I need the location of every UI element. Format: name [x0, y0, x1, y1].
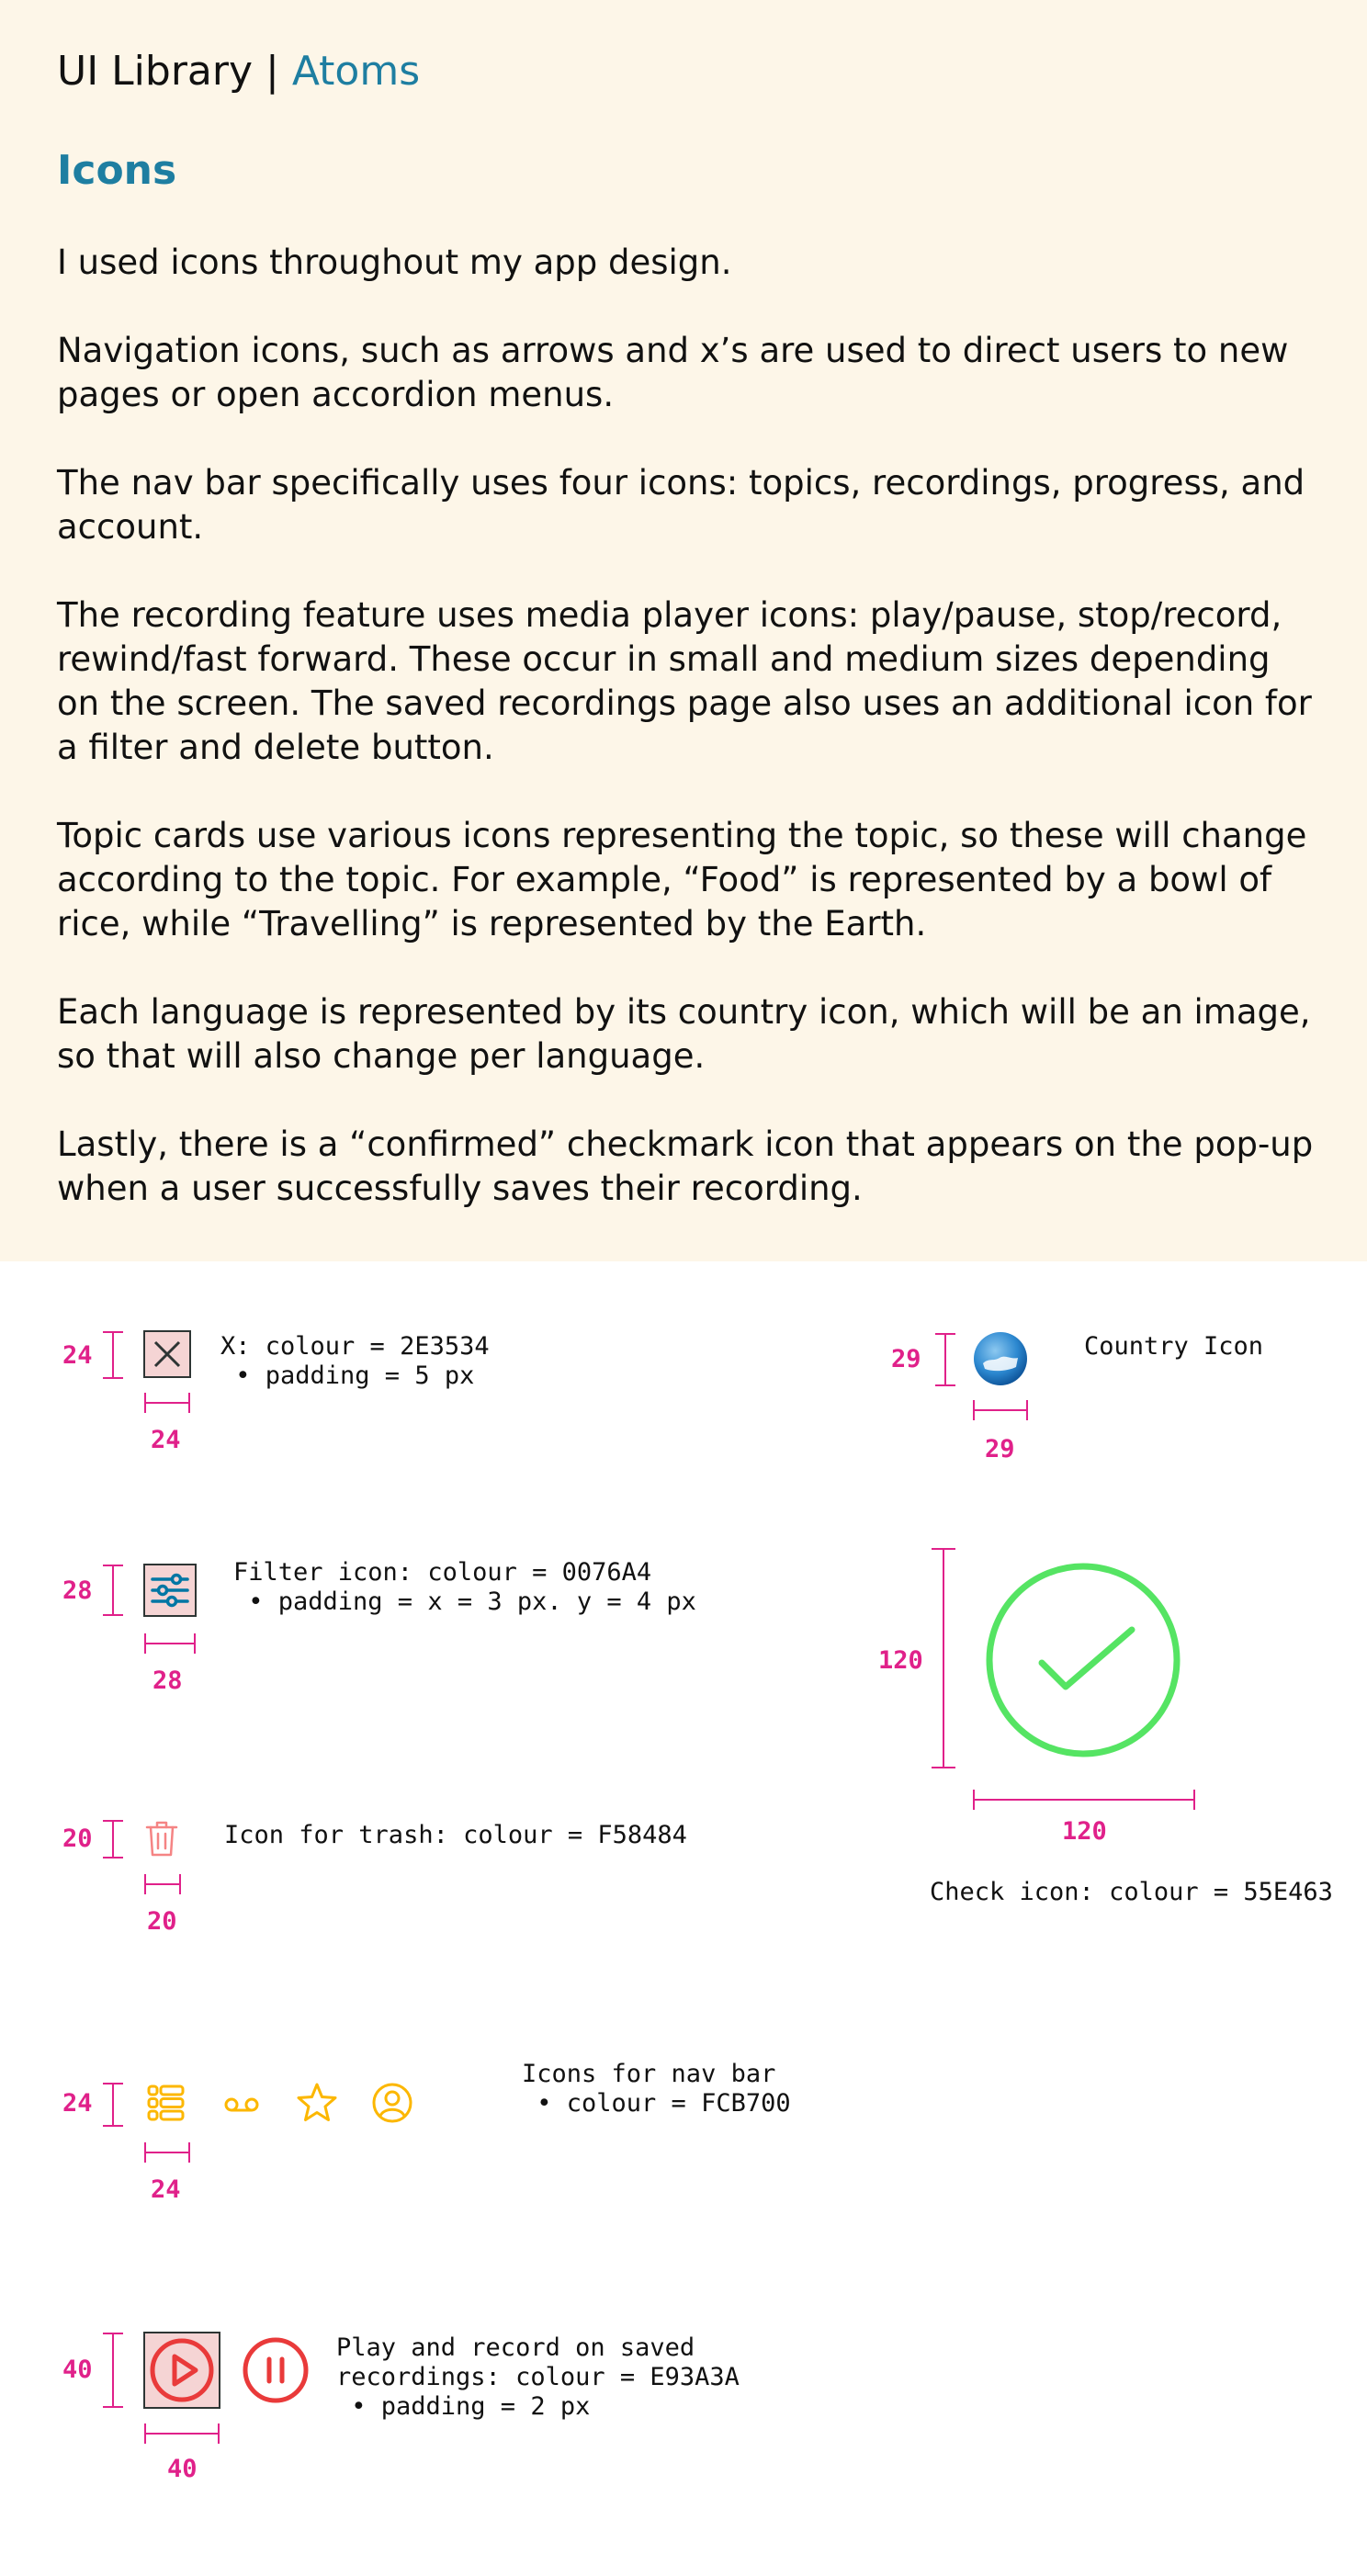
- height-dimension: 24: [62, 1341, 93, 1370]
- width-measure-line: [143, 2420, 220, 2447]
- height-dimension: 20: [62, 1825, 93, 1853]
- country-icon-label: Country Icon: [1084, 1332, 1264, 1361]
- page-title: [57, 48, 420, 95]
- width-dimension: 24: [151, 1426, 181, 1454]
- width-dimension: 29: [985, 1435, 1015, 1463]
- height-measure-line: [99, 1330, 127, 1380]
- intro-paragraph: Each language is represented by its country icon, which will be an image, so that will also change per language.: [57, 992, 1311, 1076]
- intro-paragraph: The recording feature uses media player icons: play/pause, stop/record, rewind/fast forward. These occur in small and medium sizes depending on the screen. The saved recordings page also uses an additional icon for a filter and delete button.: [57, 595, 1312, 767]
- filter-icon-label: Filter icon: colour = 0076A4 • padding = x = 3 px. y = 4 px: [233, 1558, 696, 1616]
- title-prefix: UI Library |: [57, 48, 292, 95]
- height-measure-line: [99, 2332, 127, 2409]
- height-dimension: 28: [62, 1576, 93, 1605]
- width-measure-line: [143, 1870, 182, 1898]
- width-measure-line: [143, 1389, 191, 1417]
- account-icon: [371, 2082, 413, 2124]
- globe-icon: [972, 1330, 1029, 1387]
- height-measure-line: [99, 1819, 127, 1859]
- width-dimension: 28: [153, 1666, 183, 1695]
- intro-paragraph: I used icons throughout my app design.: [57, 243, 732, 282]
- play-icon: [143, 2332, 220, 2409]
- height-measure-line: [930, 1547, 957, 1769]
- width-dimension: 24: [151, 2175, 181, 2204]
- progress-star-icon: [296, 2082, 338, 2124]
- height-measure-line: [932, 1332, 959, 1387]
- width-dimension: 120: [1062, 1817, 1107, 1846]
- width-dimension: 40: [167, 2455, 198, 2483]
- trash-icon: [143, 1819, 180, 1858]
- height-measure-line: [99, 1564, 127, 1617]
- close-icon: [143, 1330, 191, 1378]
- height-dimension: 120: [878, 1646, 923, 1675]
- section-heading: Icons: [57, 147, 177, 194]
- width-measure-line: [972, 1396, 1029, 1424]
- intro-panel: [0, 0, 1367, 1261]
- check-circle-icon: [985, 1562, 1181, 1758]
- width-measure-line: [143, 2139, 191, 2166]
- height-dimension: 24: [62, 2089, 93, 2118]
- height-dimension: 29: [891, 1345, 921, 1373]
- title-accent: Atoms: [291, 48, 421, 95]
- recordings-icon: [220, 2082, 263, 2124]
- play-icons-label: Play and record on saved recordings: colour = E93A3A • padding = 2 px: [336, 2333, 740, 2421]
- topics-icon: [145, 2082, 187, 2124]
- intro-paragraph: Lastly, there is a “confirmed” checkmark icon that appears on the pop-up when a user successfully saves their recording.: [57, 1124, 1314, 1208]
- trash-icon-label: Icon for trash: colour = F58484: [224, 1821, 687, 1849]
- width-dimension: 20: [147, 1907, 177, 1936]
- height-measure-line: [99, 2082, 127, 2128]
- height-dimension: 40: [62, 2356, 93, 2384]
- nav-icons-label: Icons for nav bar • colour = FCB700: [522, 2060, 791, 2118]
- intro-text: [57, 241, 1316, 1255]
- pause-icon: [241, 2335, 311, 2405]
- filter-icon: [143, 1564, 197, 1617]
- width-measure-line: [143, 1630, 197, 1657]
- check-icon-label: Check icon: colour = 55E463: [930, 1878, 1333, 1906]
- intro-paragraph: The nav bar specifically uses four icons: topics, recordings, progress, and account.: [57, 463, 1305, 547]
- x-icon-label: X: colour = 2E3534 • padding = 5 px: [220, 1332, 490, 1390]
- intro-paragraph: Topic cards use various icons representing the topic, so these will change according to the topic. For example, “Food” is represented by a bowl of rice, while “Travelling” is represented by the Earth.: [57, 816, 1307, 943]
- width-measure-line: [972, 1786, 1196, 1813]
- intro-paragraph: Navigation icons, such as arrows and x’s are used to direct users to new pages or open accordion menus.: [57, 331, 1289, 414]
